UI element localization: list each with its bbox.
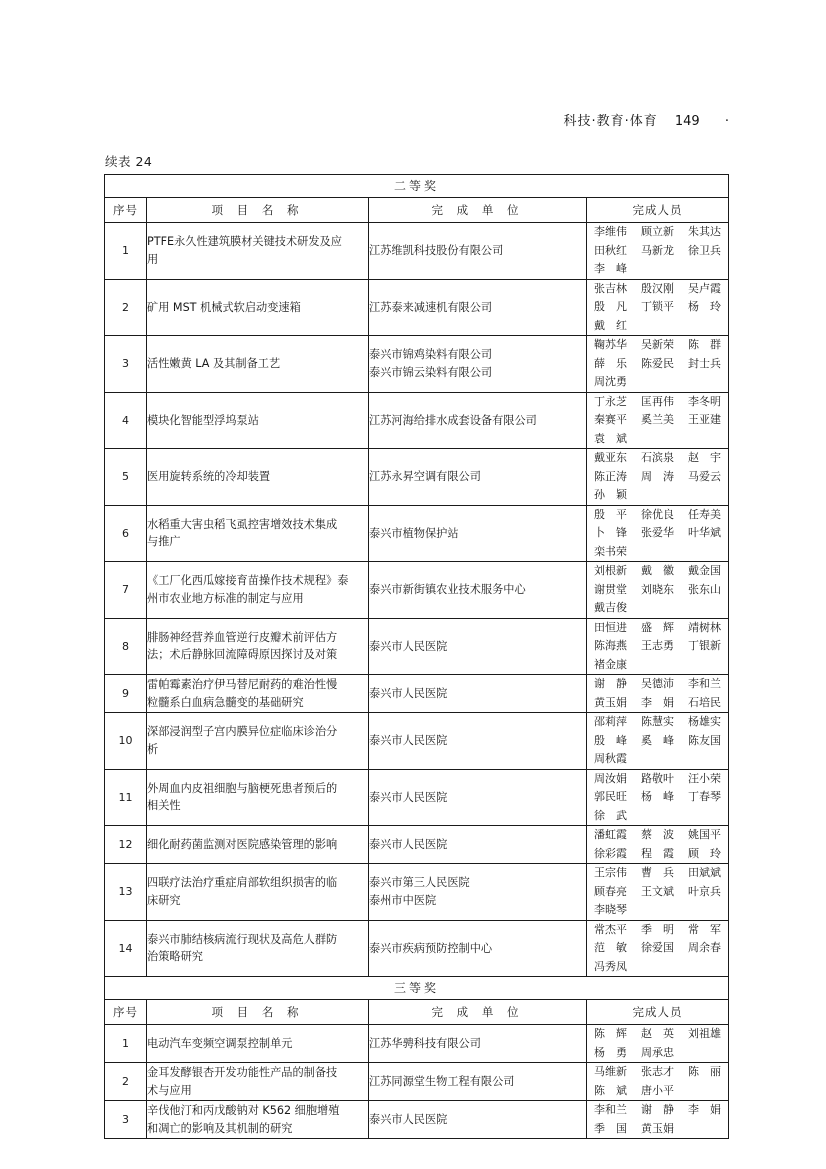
- row-index: 1: [105, 223, 147, 280]
- completing-people: [587, 675, 729, 713]
- person-name: 李 峰: [594, 262, 627, 275]
- person-name: 汪小荣: [688, 771, 721, 785]
- column-header-project: 项 目 名 称: [147, 1000, 369, 1025]
- person-name: 徐爱国: [641, 941, 674, 954]
- table-row: [105, 392, 729, 449]
- project-title: [147, 449, 369, 506]
- project-title: [147, 505, 369, 562]
- completing-people: [587, 826, 729, 864]
- person-name: 丁春琴: [688, 790, 721, 803]
- person-name: 田恒进: [594, 620, 627, 634]
- row-index: 2: [105, 1063, 147, 1101]
- person-name: 叶华斌: [688, 526, 721, 539]
- person-name: 陈友国: [688, 733, 721, 747]
- project-title: [147, 713, 369, 770]
- person-name: 李晓琴: [594, 903, 627, 916]
- row-index: 11: [105, 769, 147, 826]
- person-name: 谢 静: [641, 1103, 674, 1116]
- person-name: 张志才: [641, 1065, 674, 1078]
- column-header-unit: 完 成 单 位: [369, 198, 587, 223]
- person-name: 季 国: [594, 1121, 627, 1135]
- person-name: 常杰平: [594, 922, 627, 936]
- person-name: 马爱云: [688, 469, 721, 483]
- completing-people: [587, 618, 729, 675]
- completing-people: [587, 1101, 729, 1139]
- row-index: 7: [105, 562, 147, 619]
- column-header-index: 序号: [105, 198, 147, 223]
- column-header-people: 完成人员: [587, 1000, 729, 1025]
- project-title: [147, 562, 369, 619]
- project-title-line: 四联疗法治疗重症肩部软组织损害的临: [147, 876, 338, 890]
- header-dot: ·: [724, 114, 730, 129]
- people-grid: [587, 223, 728, 279]
- completing-unit: [369, 279, 587, 336]
- person-name: 鞠苏华: [594, 338, 627, 351]
- people-grid: [587, 449, 728, 505]
- person-name: 陈 辉: [594, 1027, 627, 1040]
- person-name: 殷汉刚: [641, 281, 674, 295]
- people-grid: [587, 713, 728, 769]
- completing-people: [587, 920, 729, 977]
- completing-unit: [369, 562, 587, 619]
- project-title: [147, 392, 369, 449]
- person-name: 戴吉俊: [594, 601, 627, 614]
- completing-unit: [369, 1101, 587, 1139]
- person-name: 杨 峰: [641, 790, 674, 803]
- person-name: 赵 宇: [688, 451, 721, 464]
- completing-unit-line: 泰兴市人民医院: [369, 639, 448, 653]
- person-name: 封士兵: [688, 356, 721, 370]
- row-index: 12: [105, 826, 147, 864]
- completing-unit: [369, 336, 587, 393]
- completing-unit-line: 泰兴市人民医院: [369, 790, 448, 804]
- table-row: [105, 713, 729, 770]
- award-level-band: 三等奖: [105, 977, 729, 1000]
- person-name: 郭民旺: [594, 790, 627, 803]
- person-name: 周汝娟: [594, 771, 627, 785]
- completing-people: [587, 864, 729, 921]
- person-name: 王亚建: [688, 413, 721, 426]
- completing-unit-line: 泰兴市锦鸡染料有限公司: [369, 348, 493, 362]
- table-row: [105, 1101, 729, 1139]
- person-name: 谢 静: [594, 677, 627, 690]
- project-title-line: 相关性: [147, 799, 181, 813]
- person-name: 周承忠: [641, 1045, 674, 1059]
- table-row: [105, 449, 729, 506]
- table-row: [105, 562, 729, 619]
- column-header-people: 完成人员: [587, 198, 729, 223]
- project-title-line: 和凋亡的影响及其机制的研究: [147, 1121, 293, 1135]
- completing-unit-line: 泰兴市新街镇农业技术服务中心: [369, 583, 526, 597]
- completing-unit: [369, 449, 587, 506]
- person-name: 丁永芝: [594, 394, 627, 408]
- people-grid: [587, 506, 728, 562]
- person-name: 徐 武: [594, 808, 627, 822]
- person-name: 盛 辉: [641, 620, 674, 634]
- person-name: 陈正涛: [594, 469, 627, 483]
- completing-people: [587, 562, 729, 619]
- completing-unit-line: 泰兴市人民医院: [369, 734, 448, 748]
- row-index: 2: [105, 279, 147, 336]
- person-name: 刘祖雄: [688, 1027, 721, 1040]
- project-title-line: 电动汽车变频空调泵控制单元: [147, 1036, 293, 1050]
- people-grid: [587, 1025, 728, 1062]
- person-name: 李和兰: [594, 1103, 627, 1116]
- person-name: 张爱华: [641, 526, 674, 539]
- project-title-line: 水稻重大害虫稻飞虱控害增效技术集成: [147, 517, 338, 531]
- person-name: 周秋霞: [594, 752, 627, 765]
- project-title: [147, 223, 369, 280]
- person-name: 李和兰: [688, 677, 721, 690]
- person-name: 任寿美: [688, 507, 721, 521]
- person-name: 邵莉萍: [594, 715, 627, 728]
- table-row: [105, 864, 729, 921]
- person-name: 蔡 波: [641, 828, 674, 841]
- completing-unit: [369, 769, 587, 826]
- row-index: 9: [105, 675, 147, 713]
- completing-unit: [369, 505, 587, 562]
- row-index: 3: [105, 1101, 147, 1139]
- table-row: [105, 826, 729, 864]
- project-title: [147, 279, 369, 336]
- project-title-line: 辛伐他汀和丙戊酸钠对 K562 细胞增殖: [147, 1104, 340, 1118]
- project-title-line: 与推广: [147, 535, 181, 549]
- project-title-line: 治策略研究: [147, 950, 203, 964]
- completing-people: [587, 1063, 729, 1101]
- page-header: [563, 110, 730, 129]
- person-name: 李 娟: [641, 695, 674, 709]
- person-name: 徐优良: [641, 507, 674, 521]
- table-band-row: [105, 977, 729, 1000]
- person-name: 杨 勇: [594, 1045, 627, 1059]
- completing-unit-line: 江苏同源堂生物工程有限公司: [369, 1074, 515, 1088]
- person-name: 顾 玲: [688, 846, 721, 860]
- row-index: 4: [105, 392, 147, 449]
- completing-people: [587, 1025, 729, 1063]
- people-grid: [587, 770, 728, 826]
- table-row: [105, 1063, 729, 1101]
- people-grid: [587, 393, 728, 449]
- completing-unit: [369, 713, 587, 770]
- project-title: [147, 675, 369, 713]
- person-name: 顾春亮: [594, 884, 627, 898]
- person-name: 周 涛: [641, 469, 674, 483]
- running-title: 科技·教育·体育: [563, 114, 658, 129]
- completing-unit-line: 泰兴市疾病预防控制中心: [369, 941, 493, 955]
- project-title: [147, 769, 369, 826]
- completing-people: [587, 769, 729, 826]
- row-index: 13: [105, 864, 147, 921]
- project-title: [147, 1025, 369, 1063]
- table-row: [105, 618, 729, 675]
- person-name: 马维新: [594, 1065, 627, 1078]
- project-title-line: 金耳发酵银杏开发功能性产品的制备技: [147, 1066, 338, 1080]
- person-name: 马新龙: [641, 243, 674, 257]
- person-name: 姚国平: [688, 828, 721, 841]
- person-name: 吴德沛: [641, 677, 674, 690]
- person-name: 曹 兵: [641, 866, 674, 879]
- person-name: 丁锁平: [641, 300, 674, 313]
- person-name: 秦赛平: [594, 413, 627, 426]
- project-title-line: 矿用 MST 机械式软启动变速箱: [147, 300, 301, 314]
- column-header-index: 序号: [105, 1000, 147, 1025]
- completing-unit-line: 泰兴市植物保护站: [369, 526, 459, 540]
- project-title: [147, 826, 369, 864]
- person-name: 丁银新: [688, 639, 721, 652]
- completing-unit: [369, 1063, 587, 1101]
- completing-unit-line: 泰兴市人民医院: [369, 1112, 448, 1126]
- person-name: 袁 斌: [594, 431, 627, 445]
- project-title: [147, 920, 369, 977]
- completing-unit-line: 江苏河海给排水成套设备有限公司: [369, 413, 537, 427]
- person-name: 陈 斌: [594, 1083, 627, 1097]
- row-index: 6: [105, 505, 147, 562]
- person-name: 戴金国: [688, 564, 721, 577]
- person-name: 殷 凡: [594, 300, 627, 313]
- person-name: 范 敏: [594, 941, 627, 954]
- table-row: [105, 920, 729, 977]
- project-title-line: 雷帕霉素治疗伊马替尼耐药的难治性慢: [147, 678, 338, 692]
- completing-unit: [369, 392, 587, 449]
- person-name: 潘虹霞: [594, 828, 627, 841]
- completing-unit-line: 泰兴市锦云染料有限公司: [369, 365, 493, 379]
- person-name: 季 明: [641, 922, 674, 936]
- row-index: 14: [105, 920, 147, 977]
- people-grid: [587, 280, 728, 336]
- project-title-line: 床研究: [147, 893, 181, 907]
- continued-table-label: 续表 24: [105, 154, 153, 169]
- project-title-line: 《工厂化西瓜嫁接育苗操作技术规程》泰: [147, 574, 349, 588]
- person-name: 陈慧实: [641, 715, 674, 728]
- row-index: 3: [105, 336, 147, 393]
- completing-unit: [369, 618, 587, 675]
- table-row: [105, 675, 729, 713]
- completing-people: [587, 223, 729, 280]
- person-name: 黄玉娟: [641, 1121, 674, 1135]
- person-name: 陈爱民: [641, 356, 674, 370]
- project-title: [147, 864, 369, 921]
- completing-unit: [369, 920, 587, 977]
- project-title-line: 法；术后静脉回流障碍原因探讨及对策: [147, 648, 338, 662]
- person-name: 褚金康: [594, 657, 627, 671]
- page-number: 149: [674, 114, 700, 129]
- completing-people: [587, 713, 729, 770]
- table-row: [105, 1025, 729, 1063]
- project-title: [147, 1063, 369, 1101]
- completing-people: [587, 279, 729, 336]
- person-name: 石滨泉: [641, 451, 674, 464]
- table-row: [105, 223, 729, 280]
- person-name: 戴 红: [594, 318, 627, 332]
- people-grid: [587, 1063, 728, 1100]
- person-name: 程 霞: [641, 846, 674, 860]
- completing-people: [587, 505, 729, 562]
- person-name: 陈 丽: [688, 1065, 721, 1078]
- person-name: 戴亚东: [594, 451, 627, 464]
- project-title-line: 泰兴市肺结核病流行现状及高危人群防: [147, 932, 338, 946]
- people-grid: [587, 921, 728, 977]
- person-name: 李冬明: [688, 394, 721, 408]
- project-title: [147, 618, 369, 675]
- completing-unit-line: 江苏永昇空调有限公司: [369, 470, 481, 484]
- completing-unit: [369, 223, 587, 280]
- people-grid: [587, 619, 728, 675]
- person-name: 殷 峰: [594, 733, 627, 747]
- project-title-line: PTFE永久性建筑膜材关键技术研发及应: [147, 235, 342, 249]
- person-name: 张吉林: [594, 281, 627, 295]
- table-header-row: [105, 1000, 729, 1025]
- completing-unit-line: 江苏华骋科技有限公司: [369, 1036, 481, 1050]
- person-name: 李维伟: [594, 225, 627, 238]
- people-grid: [587, 1101, 728, 1138]
- project-title: [147, 336, 369, 393]
- completing-unit: [369, 826, 587, 864]
- project-title-line: 州市农业地方标准的制定与应用: [147, 591, 304, 605]
- person-name: 刘晓东: [641, 582, 674, 596]
- row-index: 8: [105, 618, 147, 675]
- project-title-line: 析: [147, 742, 159, 756]
- person-name: 陈 群: [688, 338, 721, 351]
- awards-table: [104, 174, 729, 1139]
- row-index: 1: [105, 1025, 147, 1063]
- completing-unit-line: 泰州市中医院: [369, 893, 437, 907]
- person-name: 叶京兵: [688, 884, 721, 898]
- table-row: [105, 769, 729, 826]
- person-name: 杨 玲: [688, 300, 721, 313]
- project-title-line: 腓肠神经营养血管逆行皮瓣术前评估方: [147, 630, 338, 644]
- project-title-line: 术与应用: [147, 1083, 192, 1097]
- people-grid: [587, 562, 728, 618]
- person-name: 黄玉娟: [594, 695, 627, 709]
- person-name: 王志勇: [641, 639, 674, 652]
- person-name: 奚 峰: [641, 733, 674, 747]
- person-name: 顾立新: [641, 225, 674, 238]
- person-name: 殷 平: [594, 507, 627, 521]
- table-row: [105, 505, 729, 562]
- table-row: [105, 336, 729, 393]
- person-name: 徐彩霞: [594, 846, 627, 860]
- person-name: 王宗伟: [594, 866, 627, 879]
- column-header-unit: 完 成 单 位: [369, 1000, 587, 1025]
- people-grid: [587, 864, 728, 920]
- table-header-row: [105, 198, 729, 223]
- person-name: 匡再伟: [641, 394, 674, 408]
- person-name: 刘根新: [594, 564, 627, 577]
- person-name: 田斌斌: [688, 866, 721, 879]
- row-index: 5: [105, 449, 147, 506]
- person-name: 薛 乐: [594, 356, 627, 370]
- table-band-row: [105, 175, 729, 198]
- completing-unit-line: 江苏维凯科技股份有限公司: [369, 244, 504, 258]
- person-name: 卜 锋: [594, 526, 627, 539]
- completing-unit-line: 江苏泰来减速机有限公司: [369, 300, 493, 314]
- person-name: 谢贯堂: [594, 582, 627, 596]
- person-name: 杨雄实: [688, 715, 721, 728]
- people-grid: [587, 675, 728, 712]
- column-header-project: 项 目 名 称: [147, 198, 369, 223]
- person-name: 田秋红: [594, 243, 627, 257]
- completing-unit: [369, 675, 587, 713]
- person-name: 李 娟: [688, 1103, 721, 1116]
- completing-people: [587, 336, 729, 393]
- project-title-line: 医用旋转系统的冷却装置: [147, 470, 271, 484]
- person-name: 常 军: [688, 922, 721, 936]
- project-title-line: 用: [147, 252, 159, 266]
- person-name: 奚兰美: [641, 413, 674, 426]
- person-name: 吴新荣: [641, 338, 674, 351]
- person-name: 靖树林: [688, 620, 721, 634]
- completing-unit-line: 泰兴市人民医院: [369, 686, 448, 700]
- project-title-line: 深部浸润型子宫内膜异位症临床诊治分: [147, 725, 338, 739]
- person-name: 唐小平: [641, 1083, 674, 1097]
- person-name: 栾书荣: [594, 544, 627, 558]
- completing-unit: [369, 1025, 587, 1063]
- row-index: 10: [105, 713, 147, 770]
- person-name: 周余春: [688, 941, 721, 954]
- completing-unit: [369, 864, 587, 921]
- person-name: 周沈勇: [594, 375, 627, 388]
- completing-unit-line: 泰兴市第三人民医院: [369, 876, 470, 890]
- completing-people: [587, 392, 729, 449]
- table-row: [105, 279, 729, 336]
- person-name: 朱其达: [688, 225, 721, 238]
- project-title-line: 外周血内皮祖细胞与脑梗死患者预后的: [147, 781, 338, 795]
- project-title-line: 粒髓系白血病急髓变的基础研究: [147, 695, 304, 709]
- person-name: 路敬叶: [641, 771, 674, 785]
- person-name: 赵 英: [641, 1027, 674, 1040]
- person-name: 吴卢霞: [688, 281, 721, 295]
- project-title-line: 模块化智能型浮坞泵站: [147, 413, 259, 427]
- completing-unit-line: 泰兴市人民医院: [369, 837, 448, 851]
- person-name: 冯秀凤: [594, 959, 627, 973]
- people-grid: [587, 336, 728, 392]
- person-name: 孙 颖: [594, 488, 627, 501]
- person-name: 张东山: [688, 582, 721, 596]
- completing-people: [587, 449, 729, 506]
- project-title-line: 细化耐药菌监测对医院感染管理的影响: [147, 837, 338, 851]
- people-grid: [587, 826, 728, 863]
- person-name: 戴 徽: [641, 564, 674, 577]
- project-title: [147, 1101, 369, 1139]
- project-title-line: 活性嫩黄 LA 及其制备工艺: [147, 357, 281, 371]
- person-name: 徐卫兵: [688, 243, 721, 257]
- award-level-band: 二等奖: [105, 175, 729, 198]
- person-name: 陈海燕: [594, 639, 627, 652]
- person-name: 王文斌: [641, 884, 674, 898]
- person-name: 石培民: [688, 695, 721, 709]
